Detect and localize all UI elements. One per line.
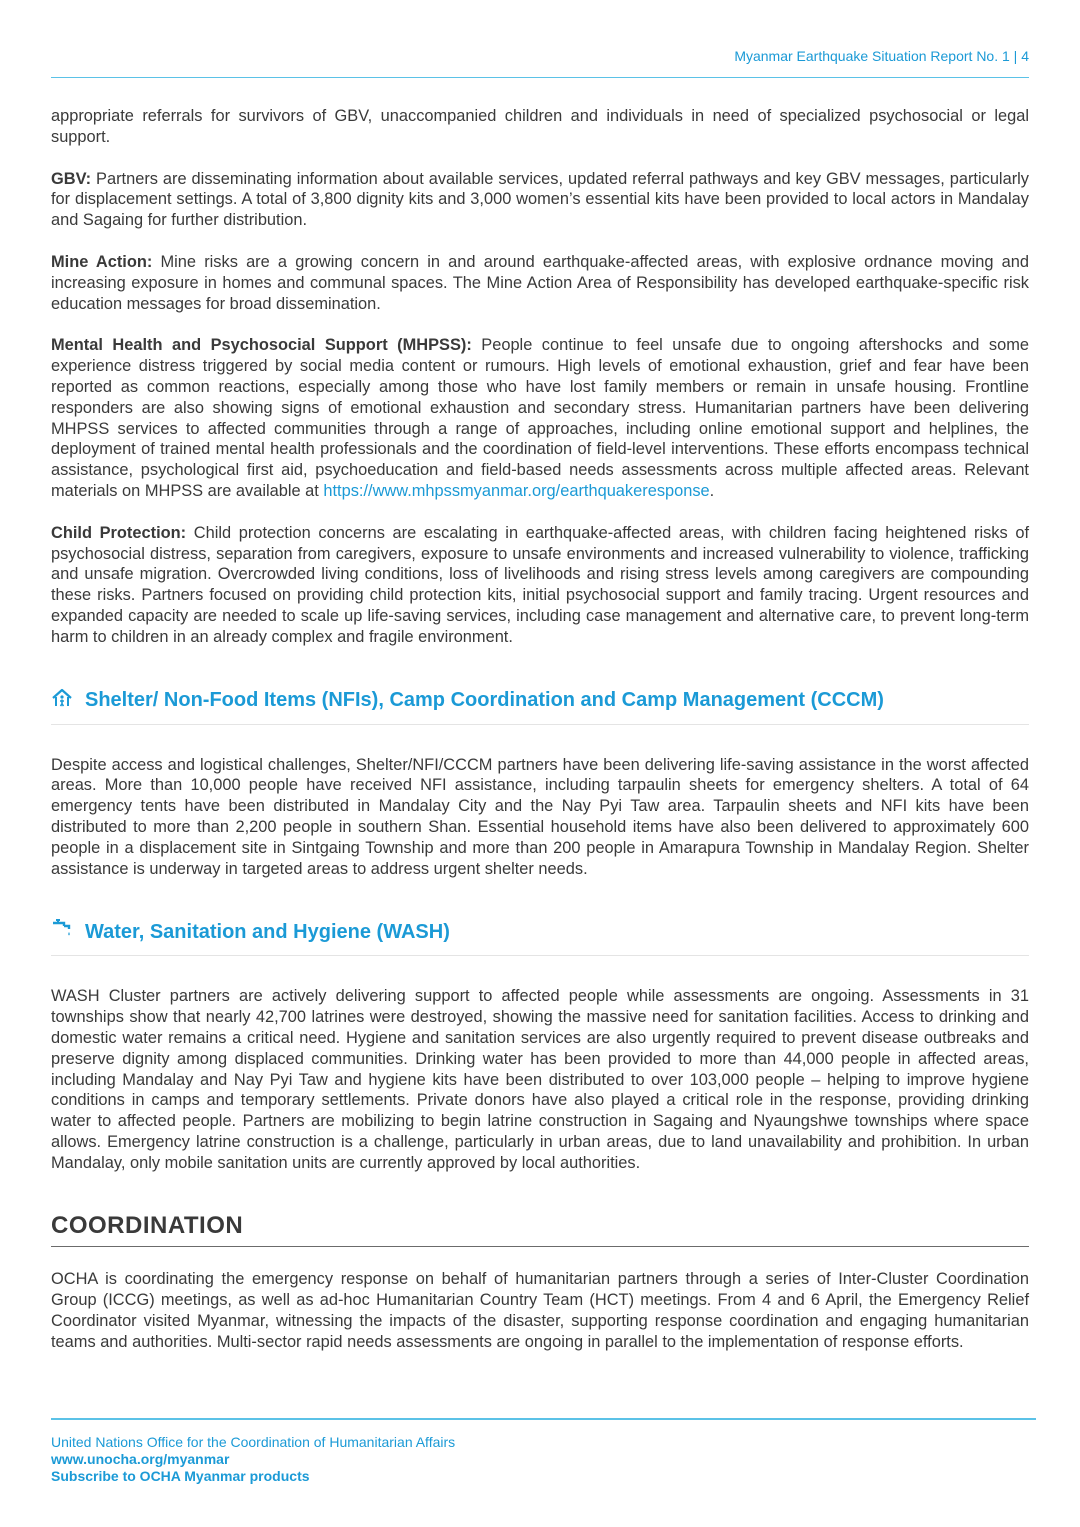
child-protection-text: Child protection concerns are escalating in earthquake-affected areas, with children facing heightened risks of psychosocial distress, separation from caregivers, exposure to unsafe environments and increased vulnerability to violence, trafficking and unsafe migration. Overcrowded living conditions, loss of livelihoods and rising stress levels among caregivers are compounding these risks. Partners focused on providing child protection kits, initial psychosocial support and family tracing. Urgent resources and expanded capacity are needed to scale up life-saving services, including case management and alternative care, to prevent long-term harm to children in an already complex and fragile environment. [51, 523, 1029, 646]
coordination-heading: COORDINATION [51, 1204, 1029, 1247]
mhpss-heading: Mental Health and Psychosocial Support (MHPSS): [51, 336, 472, 355]
water-tap-icon [51, 918, 73, 946]
page-footer [51, 1434, 455, 1485]
intro-paragraph: appropriate referrals for survivors of GBV, unaccompanied children and individuals in need of specialized psychosocial or legal support. [51, 107, 1029, 146]
coordination-paragraph: OCHA is coordinating the emergency response on behalf of humanitarian partners through a series of Inter-Cluster Coordination Group (ICCG) meetings, as well as ad-hoc Humanitarian Country Team (HCT) meetings. From 4 and 6 April, the Emergency Relief Coordinator visited Myanmar, witnessing the impacts of the disaster, supporting response coordination and engaging humanitarian teams and authorities. Multi-sector rapid needs assessments are ongoing in parallel to the implementation of response efforts. [51, 1270, 1029, 1351]
wash-section-title: Water, Sanitation and Hygiene (WASH) [85, 920, 450, 943]
wash-paragraph: WASH Cluster partners are actively delivering support to affected people while assessments are ongoing. Assessments in 31 townships show that nearly 42,700 latrines were destroyed, showing the massive need for sanitation facilities. Access to drinking and domestic water remains a critical need. Hygiene and sanitation services are also urgently required to prevent disease outbreaks and preserve dignity among displaced communities. Drinking water has been provided to more than 44,000 people in affected areas, including Mandalay and Nay Pyi Taw and hygiene kits have been distributed to over 103,000 people – helping to improve hygiene conditions in camps and temporary settlements. Private donors have also played a critical role in the response, providing drinking water to affected people. Partners are mobilizing to begin latrine construction in Sagaing and Nyaungshwe townships where space allows. Emergency latrine construction is a challenge, particularly in urban areas, due to land unavailability and prohibition. In urban Mandalay, only mobile sanitation units are currently approved by local authorities. [51, 987, 1029, 1172]
gbv-paragraph [51, 169, 1029, 231]
footer-subscribe-link[interactable]: Subscribe to OCHA Myanmar products [51, 1468, 310, 1484]
gbv-heading: GBV: [51, 169, 92, 188]
page-content [51, 106, 1029, 1374]
footer-divider [51, 1418, 1036, 1420]
footer-org: United Nations Office for the Coordination of Humanitarian Affairs [51, 1434, 456, 1450]
child-protection-paragraph [51, 523, 1029, 648]
shelter-section-title: Shelter/ Non-Food Items (NFIs), Camp Coordination and Camp Management (CCCM) [85, 689, 884, 712]
wash-section-heading [51, 910, 1029, 956]
shelter-icon [51, 687, 73, 715]
report-reference: Myanmar Earthquake Situation Report No. 1 | 4 [734, 48, 1029, 64]
mine-action-text: Mine risks are a growing concern in and around earthquake-affected areas, with explosive ordnance moving and increasing exposure in homes and communal spaces. The Mine Action Area of Responsibility has developed earthquake-specific risk education messages for broad dissemination. [51, 252, 1029, 313]
child-protection-heading: Child Protection: [51, 523, 187, 542]
mine-action-heading: Mine Action: [51, 252, 153, 271]
mine-action-paragraph [51, 252, 1029, 314]
gbv-text: Partners are disseminating information about available services, updated referral pathways and key GBV messages, particularly for displacement settings. A total of 3,800 dignity kits and 3,000 women’s essential kits have been provided to local actors in Mandalay and Sagaing for further distribution. [51, 169, 1029, 230]
mhpss-paragraph [51, 335, 1029, 501]
mhpss-text: People continue to feel unsafe due to ongoing aftershocks and some experience distress triggered by social media content or rumours. High levels of emotional exhaustion, grief and fear have been reported as common reactions, especially among those who have lost family members or remain in unsafe housing. Frontline responders are also showing signs of emotional exhaustion and secondary stress. Humanitarian partners have been delivering MHPSS services to affected communities through a range of approaches, including online emotional support and helplines, the deployment of trained mental health professionals and the coordination of field-level interventions. These efforts encompass technical assistance, psychological first aid, psychoeducation and field-based needs assessments across multiple affected areas. Relevant materials on MHPSS are available at [51, 336, 1029, 500]
footer-url-link[interactable]: www.unocha.org/myanmar [51, 1451, 230, 1467]
header-divider [51, 77, 1029, 78]
mhpss-end: . [709, 481, 715, 500]
shelter-section-heading [51, 679, 1029, 725]
mhpss-link[interactable]: https://www.mhpssmyanmar.org/earthquakeresponse [323, 481, 710, 500]
shelter-paragraph: Despite access and logistical challenges, Shelter/NFI/CCCM partners have been delivering life-saving assistance in the worst affected areas. More than 10,000 people have received NFI assistance, including tarpaulin sheets for emergency shelters. A total of 64 emergency tents have been distributed in Mandalay City and the Nay Pyi Taw area. Tarpaulin sheets and NFI kits have been distributed to more than 2,200 people in southern Shan. Essential household items have also been delivered to approximately 600 people in a displacement site in Sintgaing Township and more than 200 people in Amarapura Township in Mandalay Region. Shelter assistance is underway in targeted areas to address urgent shelter needs. [51, 755, 1029, 878]
